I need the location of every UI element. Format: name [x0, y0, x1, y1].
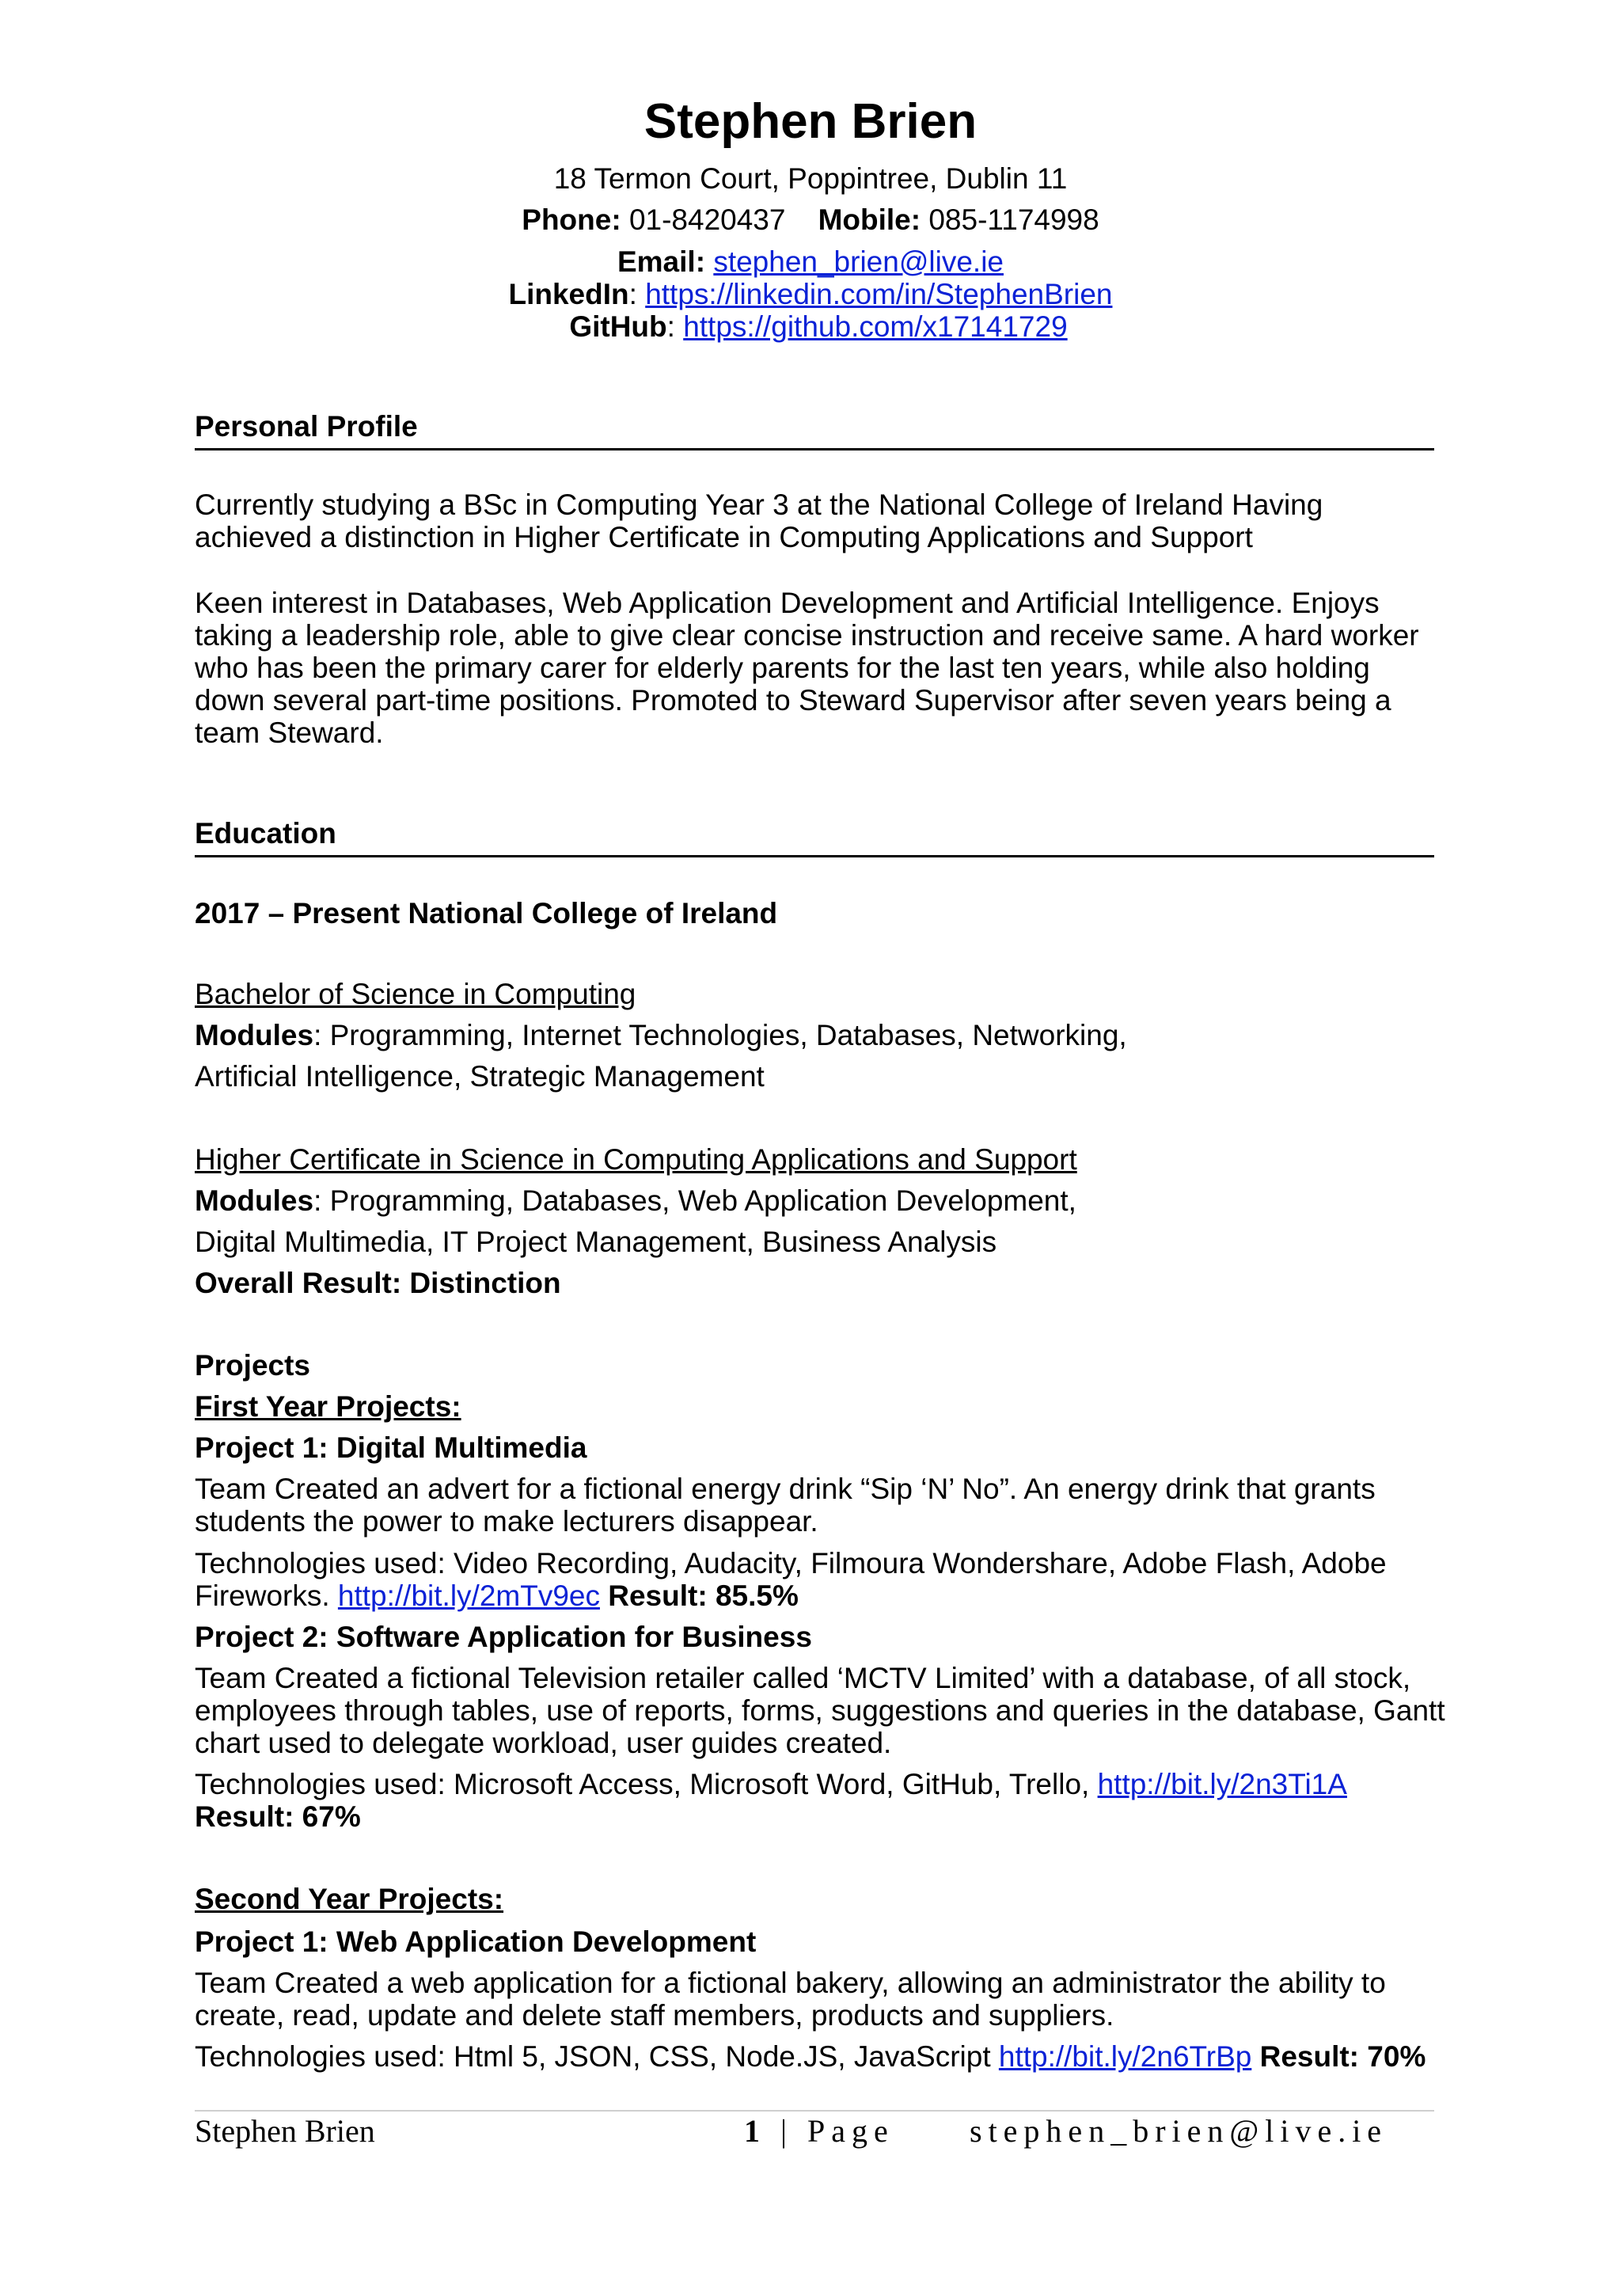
- education-period: 2017 – Present National College of Ireland: [195, 897, 778, 929]
- degree-hc-modules: Modules: Programming, Databases, Web Application Development,: [195, 1184, 1076, 1217]
- sy-project-1-tech: [195, 2040, 1425, 2074]
- linkedin-line: LinkedIn: https://linkedin.com/in/StephenBrien: [508, 278, 1113, 310]
- sy-project-1-title: Project 1: Web Application Development: [195, 1925, 757, 1958]
- email-line: [0, 245, 1621, 279]
- mobile-label: Mobile:: [818, 203, 921, 236]
- fy-project-2-link[interactable]: http://bit.ly/2n3Ti1A: [1097, 1768, 1347, 1800]
- footer-page-number: 1: [744, 2113, 766, 2149]
- first-year-heading: First Year Projects:: [195, 1390, 461, 1423]
- address: 18 Termon Court, Poppintree, Dublin 11: [553, 162, 1068, 195]
- personal-profile-heading: Personal Profile: [195, 410, 1434, 450]
- profile-paragraph-2: Keen interest in Databases, Web Application Development and Artificial Intelligence. Enjoys taking a leadership role, able to give clear concise instruction and receive same. A hard worker who has been the primary carer for elderly parents for the last ten years, while also holding down several part-time positions. Promoted to Steward Supervisor after seven years being a team Steward.: [195, 587, 1419, 749]
- degree-bsc-modules: Modules: Programming, Internet Technologies, Databases, Networking,: [195, 1019, 1127, 1051]
- sy-project-1-tech-text: Technologies used: Html 5, JSON, CSS, Node.JS, JavaScript: [195, 2040, 999, 2073]
- github-label: GitHub: [569, 310, 667, 343]
- email-link[interactable]: stephen_brien@live.ie: [713, 245, 1004, 278]
- fy-project-2-result: Result: 67%: [195, 1800, 361, 1833]
- fy-project-1-title: Project 1: Digital Multimedia: [195, 1431, 587, 1464]
- degree-bsc-modules-cont: Artificial Intelligence, Strategic Management: [195, 1060, 765, 1093]
- footer-email: stephen_brien@live.ie: [970, 2113, 1388, 2149]
- second-year-heading: Second Year Projects:: [195, 1883, 504, 1915]
- github-line: GitHub: https://github.com/x17141729: [569, 310, 1068, 343]
- profile-paragraph-1: Currently studying a BSc in Computing Year 3 at the National College of Ireland Having achieved a distinction in Higher Certificate in Computing Applications and Support: [195, 488, 1323, 553]
- footer-rule: [195, 2110, 1434, 2112]
- phone-line: [0, 203, 1621, 237]
- fy-project-1-result: Result: 85.5%: [599, 1579, 799, 1612]
- candidate-name: Stephen Brien: [643, 94, 978, 149]
- phone-label: Phone:: [522, 203, 621, 236]
- linkedin-link[interactable]: https://linkedin.com/in/StephenBrien: [645, 278, 1113, 310]
- github-link[interactable]: https://github.com/x17141729: [683, 310, 1068, 343]
- modules-label: Modules: [195, 1019, 314, 1051]
- sy-project-1-result: Result: 70%: [1251, 2040, 1426, 2073]
- phone-number: 01-8420437: [628, 203, 786, 236]
- modules-text: Programming, Internet Technologies, Databases, Networking,: [329, 1019, 1127, 1051]
- fy-project-1-desc: Team Created an advert for a fictional energy drink “Sip ‘N’ No”. An energy drink that grants students the power to make lecturers disappear.: [195, 1473, 1376, 1538]
- sy-project-1-link[interactable]: http://bit.ly/2n6TrBp: [998, 2040, 1252, 2073]
- email-label: Email:: [617, 245, 706, 278]
- footer-name: Stephen Brien: [195, 2113, 375, 2149]
- footer-page: [744, 2112, 894, 2150]
- fy-project-2-title: Project 2: Software Application for Business: [195, 1621, 812, 1653]
- footer-page-label: | Page: [766, 2113, 894, 2149]
- degree-higher-cert: Higher Certificate in Science in Computing Applications and Support: [195, 1143, 1077, 1176]
- degree-hc-modules-cont: Digital Multimedia, IT Project Management, Business Analysis: [195, 1226, 997, 1258]
- fy-project-2-tech-text: Technologies used: Microsoft Access, Microsoft Word, GitHub, Trello,: [195, 1768, 1098, 1800]
- projects-heading: Projects: [195, 1349, 311, 1382]
- linkedin-label: LinkedIn: [508, 278, 629, 310]
- fy-project-2-tech: [195, 1768, 1445, 1800]
- mobile-number: 085-1174998: [928, 203, 1099, 236]
- fy-project-1-link[interactable]: http://bit.ly/2mTv9ec: [337, 1579, 600, 1612]
- fy-project-1-tech: [195, 1547, 1445, 1612]
- sy-project-1-desc: Team Created a web application for a fictional bakery, allowing an administrator the ability to create, read, update and delete staff members, products and suppliers.: [195, 1967, 1386, 2032]
- overall-result: Overall Result: Distinction: [195, 1267, 561, 1299]
- degree-bsc: Bachelor of Science in Computing: [195, 978, 636, 1010]
- fy-project-1-tech-text: Technologies used: Video Recording, Audacity, Filmoura Wondershare, Adobe Flash, Adobe Fireworks.: [195, 1547, 1387, 1612]
- modules-text: Programming, Databases, Web Application Development,: [329, 1184, 1076, 1217]
- education-heading: Education: [195, 817, 1434, 857]
- modules-label: Modules: [195, 1184, 314, 1217]
- fy-project-2-desc: Team Created a fictional Television retailer called ‘MCTV Limited’ with a database, of all stock, employees through tables, use of reports, forms, suggestions and queries in the database, Gantt chart used to delegate workload, user guides created.: [195, 1662, 1445, 1759]
